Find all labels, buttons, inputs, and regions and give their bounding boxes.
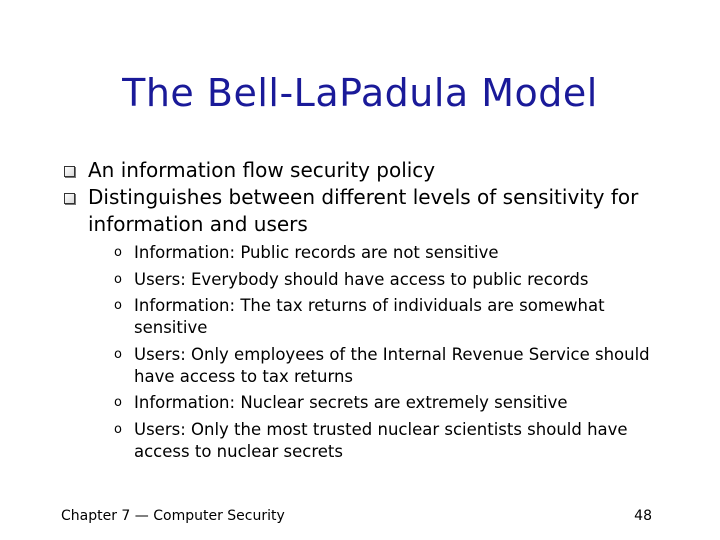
square-bullet-icon [64,166,75,177]
subbullet-text: Information: The tax returns of individuals are somewhat sensitive [134,296,605,337]
subbullet-text: Users: Only the most trusted nuclear scientists should have access to nuclear secrets [134,419,628,461]
circle-bullet-icon: o [114,346,122,362]
subbullet-list [88,242,674,463]
bullet-text: An information flow security policy [88,158,436,182]
subbullet-text: Users: Everybody should have access to public records [134,269,589,289]
subbullet-item [114,344,674,388]
subbullet-item [114,269,674,291]
bullet-item [64,184,684,463]
subbullet-item [114,419,674,463]
circle-bullet-icon: o [114,298,122,313]
slide-title: The Bell-LaPadula Model [122,71,598,115]
subbullet-item [114,295,674,339]
circle-bullet-icon: o [114,245,122,260]
circle-bullet-icon: o [114,395,122,410]
circle-bullet-icon: o [114,421,122,437]
footer-chapter: Chapter 7 — Computer Security [61,508,285,524]
subbullet-item [114,392,674,414]
subbullet-text: Information: Nuclear secrets are extremely sensitive [134,393,568,412]
bullet-item [64,157,684,184]
circle-bullet-icon: o [114,271,122,287]
subbullet-item [114,242,674,264]
square-bullet-icon [64,193,75,204]
subbullet-text: Information: Public records are not sensitive [134,243,499,262]
subbullet-text: Users: Only employees of the Internal Revenue Service should have access to tax returns [134,344,650,386]
page-number: 48 [634,508,652,524]
bullet-text: Distinguishes between different levels of sensitivity for information and users [88,185,639,236]
bullet-list [64,157,684,467]
